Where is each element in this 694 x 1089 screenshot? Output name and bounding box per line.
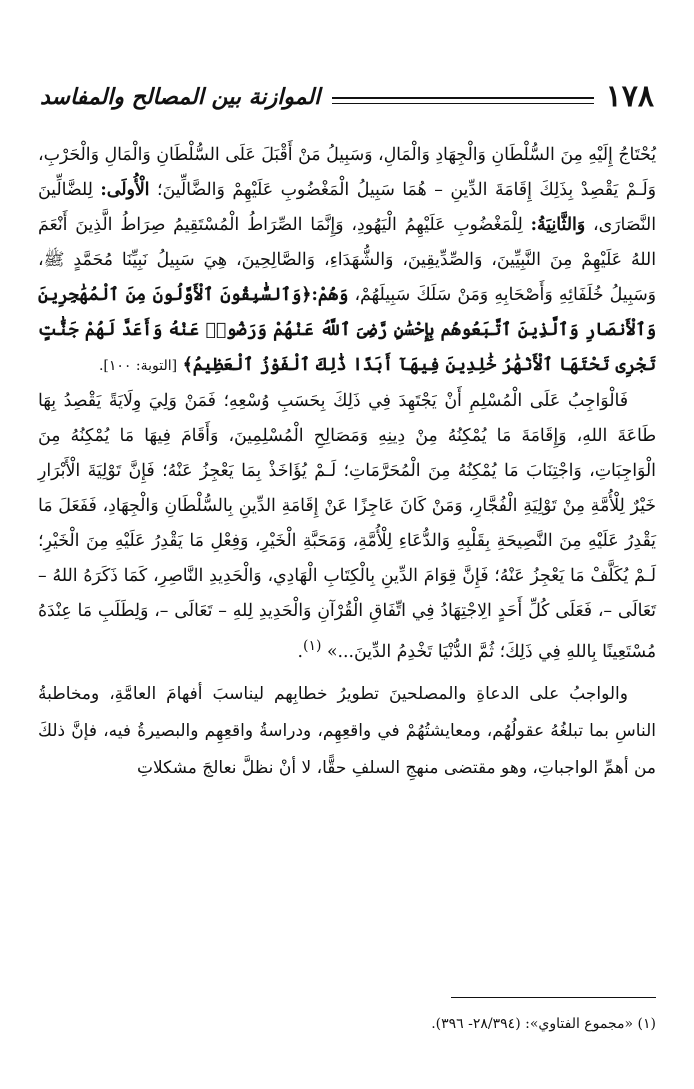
page-header	[40, 72, 654, 112]
paragraph-2-text: فَالْوَاجِبُ عَلَى الْمُسْلِمِ أَنْ يَجْتَهِدَ فِي ذَلِكَ بِحَسَبِ وُسْعِهِ؛ فَمَنْ وَلِيَ وِلَايَةً يَقْصِدُ بِهَا طَاعَةَ اللهِ، وَإِقَامَةَ مَا يُمْكِنُهُ مِنْ دِينِهِ وَمَصَالِحِ الْمُسْلِمِينَ، وَأَقَامَ فِيهَا مَا يُمْكِنُهُ مِنَ الْوَاجِبَاتِ، وَاجْتِنَابَ مَا يُمْكِنُهُ مِنَ الْمُحَرَّمَاتِ؛ لَـمْ يُؤَاخَذْ بِمَا يَعْجِزُ عَنْهُ؛ فَإِنَّ تَوْلِيَةَ الْأَبْرَارِ خَيْرٌ لِلْأُمَّةِ مِنْ تَوْلِيَةِ الْفُجَّارِ، وَمَنْ كَانَ عَاجِزًا عَنْ إِقَامَةِ الدِّينِ بِالسُّلْطَانِ وَالْجِهَادِ، فَفَعَلَ مَا يَقْدِرُ عَلَيْهِ مِنَ النَّصِيحَةِ بِقَلْبِهِ وَالدُّعَاءِ لِلْأُمَّةِ، وَمَحَبَّةِ الْخَيْرِ، وَفِعْلِ مَا يَقْدِرُ عَلَيْهِ مِنَ الْخَيْرِ؛ لَـمْ يُكَلَّفْ مَا يَعْجِزُ عَنْهُ؛ فَإِنَّ قِوَامَ الدِّينِ بِالْكِتَابِ الْهَادِي، وَالْحَدِيدِ النَّاصِرِ، كَمَا ذَكَرَهُ اللهُ – تَعَالَى –، فَعَلَى كُلِّ أَحَدٍ الِاجْتِهَادُ فِي اتِّفَاقِ الْقُرْآنِ وَالْحَدِيدِ لِلهِ – تَعَالَى –، وَلِطَلَبِ مَا عِنْدَهُ مُسْتَعِينًا بِاللهِ فِي ذَلِكَ؛ ثُمَّ الدُّنْيَا تَخْدِمُ الدِّينَ...»	[38, 391, 656, 662]
paragraph-2: فَالْوَاجِبُ عَلَى الْمُسْلِمِ أَنْ يَجْتَهِدَ فِي ذَلِكَ بِحَسَبِ وُسْعِهِ؛ فَمَنْ وَلِيَ وِلَايَةً يَقْصِدُ بِهَا طَاعَةَ اللهِ، وَإِقَامَةَ مَا يُمْكِنُهُ مِنْ دِينِهِ وَمَصَالِحِ الْمُسْلِمِينَ، وَأَقَامَ فِيهَا مَا يُمْكِنُهُ مِنَ الْوَاجِبَاتِ، وَاجْتِنَابَ مَا يُمْكِنُهُ مِنَ الْمُحَرَّمَاتِ؛ لَـمْ يُؤَاخَذْ بِمَا يَعْجِزُ عَنْهُ؛ فَإِنَّ تَوْلِيَةَ الْأَبْرَارِ خَيْرٌ لِلْأُمَّةِ مِنْ تَوْلِيَةِ الْفُجَّارِ، وَمَنْ كَانَ عَاجِزًا عَنْ إِقَامَةِ الدِّينِ بِالسُّلْطَانِ وَالْجِهَادِ، فَفَعَلَ مَا يَقْدِرُ عَلَيْهِ مِنَ النَّصِيحَةِ بِقَلْبِهِ وَالدُّعَاءِ لِلْأُمَّةِ، وَمَحَبَّةِ الْخَيْرِ، وَفِعْلِ مَا يَقْدِرُ عَلَيْهِ مِنَ الْخَيْرِ؛ لَـمْ يُكَلَّفْ مَا يَعْجِزُ عَنْهُ؛ فَإِنَّ قِوَامَ الدِّينِ بِالْكِتَابِ الْهَادِي، وَالْحَدِيدِ النَّاصِرِ، كَمَا ذَكَرَهُ اللهُ – تَعَالَى –، فَعَلَى كُلِّ أَحَدٍ الِاجْتِهَادُ فِي اتِّفَاقِ الْقُرْآنِ وَالْحَدِيدِ لِلهِ – تَعَالَى –، وَلِطَلَبِ مَا عِنْدَهُ مُسْتَعِينًا بِاللهِ فِي ذَلِكَ؛ ثُمَّ الدُّنْيَا تَخْدِمُ الدِّينَ...» $^{(١)}$.	[38, 391, 656, 662]
lead-second: وَالثَّانِيَةُ:	[530, 215, 586, 235]
paragraph-1-middle-2: لِلْمَغْضُوبِ عَلَيْهِمُ الْيَهُودِ، وَإِنَّمَا الصِّرَاطُ الْمُسْتَقِيمُ صِرَاطُ الَّذِينَ أَنْعَمَ اللهُ عَلَيْهِمْ مِنَ النَّبِيِّينَ، وَالصِّدِّيقِينَ، وَالشُّهَدَاءِ، وَالصَّالِحِينَ، هِيَ سَبِيلُ نَبِيِّنَا مُحَمَّدٍ ﷺ، وَسَبِيلُ خُلَفَائِهِ وَأَصْحَابِهِ وَمَنْ سَلَكَ سَبِيلَهُمْ،	[38, 215, 656, 305]
paragraph-1-middle-1: لِلضَّالِّينَ النَّصَارَى،	[38, 180, 656, 235]
paragraph-1-opening: يُحْتَاجُ إِلَيْهِ مِنَ السُّلْطَانِ وَالْجِهَادِ وَالْمَالِ، وَسَبِيلُ مَنْ أَقْبَلَ عَلَى السُّلْطَانِ وَالْمَالِ وَالْحَرْبِ، وَلَـمْ يَقْصِدْ بِذَلِكَ إِقَامَةَ الدِّينِ – هُمَا سَبِيلُ الْمَغْضُوبِ عَلَيْهِمْ وَالضَّالِّينَ؛	[38, 145, 656, 200]
footnote-rule	[451, 997, 656, 998]
footnote: (١) «مجموع الفتاوي»: (٢٨/٣٩٤- ٣٩٦).	[431, 1016, 656, 1032]
header-rule	[332, 97, 593, 104]
lead-them: وَهُمْ:	[311, 285, 349, 305]
quran-verse: ﴿وَٱلسَّٰبِقُونَ ٱلْأَوَّلُونَ مِنَ ٱلْمُهَٰجِرِينَ وَٱلْأَنصَارِ وَٱلَّذِينَ ٱتَّبَعُوهُم بِإِحْسَٰنٍ رَّضِىَ ٱللَّهُ عَنْهُمْ وَرَضُوا۟ عَنْهُ وَأَعَدَّ لَهُمْ جَنَّٰتٍ تَجْرِى تَحْتَهَا ٱلْأَنْهَٰرُ خَٰلِدِينَ فِيهَآ أَبَدًا ذَٰلِكَ ٱلْفَوْزُ ٱلْعَظِيمُ﴾	[38, 285, 656, 375]
running-title: الموازنة بين المصالح والمفاسد	[40, 84, 321, 110]
paragraph-3: والواجبُ على الدعاةِ والمصلحينَ تطويرُ خطابِهم ليناسبَ أفهامَ العامَّةِ، ومخاطبةُ الناسِ بما تبلغُهُ عقولُهُم، ومعايشتُهُمْ في واقعِهِم، ودراسةُ واقعِهِم والبصيرةُ فيه، فإنَّ ذلكَ من أهمِّ الواجباتِ، وهو مقتضى منهجِ السلفِ حقًّا، لا أنْ نظلَّ نعالجَ مشكلاتِ	[38, 683, 656, 778]
lead-first: الْأُولَى:	[100, 180, 150, 200]
verse-source: [التوبة: ١٠٠].	[98, 358, 178, 374]
body-text	[38, 138, 656, 787]
paragraph-1	[38, 138, 656, 384]
footnote-reference: (١)	[303, 638, 322, 654]
page-number: ١٧٨	[605, 79, 654, 114]
